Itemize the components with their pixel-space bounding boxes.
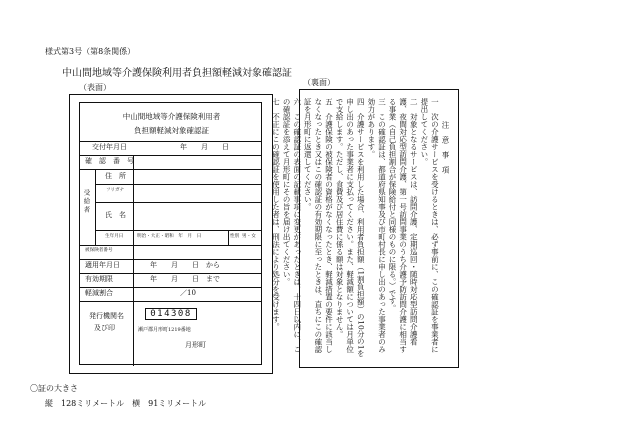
card-title-line1: 中山間地域等介護保険利用者: [122, 112, 221, 121]
note-item: 四 介護サービスを利用した場合、利用者負担額（1割負担額）の10分の1を申し出のあった事業者に支払ってください。また、軽減額については月単位で支給します。ただし、食費及び居住費に係る額は対象となりません。: [335, 98, 366, 358]
insured-number-label: 被保険者番号: [85, 248, 113, 253]
issuer-name: 月形町: [185, 341, 206, 349]
table-rule: [95, 230, 261, 231]
table-rule: [80, 245, 261, 246]
table-rule: [80, 155, 261, 156]
front-side-label: （表面）: [79, 83, 111, 92]
furigana-label: フリガナ: [106, 188, 125, 193]
table-rule: [80, 301, 261, 302]
table-rule: [133, 155, 134, 301]
apply-start-label: 適用年月日: [85, 261, 120, 269]
notes-heading: 注 意 事 項: [441, 120, 450, 173]
valid-until-label: 有効期限: [85, 275, 113, 283]
note-item: 六 この確認証の表面の記載事項に変更があったときは、十四日以内に、この確認証を添えて月形町にその旨を届け出てください。: [282, 98, 302, 353]
birth-label: 生年月日: [105, 234, 124, 239]
note-item: 二 対象となるサービスは、訪問介護、定期巡回・随時対応型訪問介護看護、夜間対応型訪問介護、第一号訪問事業のうち介護予防訪問介護に相当する事業（自己負担割合が保険給付と同様のものに限る。）です。: [388, 98, 419, 353]
issuer-label-line2: 及び印: [94, 324, 115, 332]
issuer-label-line1: 発行機関名: [89, 312, 124, 320]
size-heading: 〇証の大きさ: [30, 384, 78, 393]
table-rule: [80, 169, 261, 170]
name-label: 氏 名: [105, 211, 126, 219]
notes-column: [270, 98, 450, 360]
apply-start-value: 年 月 日 から: [150, 261, 220, 269]
table-rule: [95, 202, 261, 203]
table-rule: [133, 301, 134, 366]
note-item: 一 次の介護サービスを受けるときは、必ず事前に、この確認証を事業者に提出してください。: [419, 98, 440, 353]
note-item: 三 この確認証は、都道府県知事及び市町村長に申し出のあった事業者のみ効力があります。: [366, 98, 387, 353]
form-number: 様式第3号（第8条関係）: [45, 47, 136, 56]
issuer-address: 瀬戸郡月形町1219番地: [138, 327, 191, 333]
size-value: 縦 128ミリメートル 横 91ミリメートル: [45, 399, 207, 408]
confirm-number-label: 確 認 番 号: [85, 157, 134, 165]
table-rule: [80, 141, 261, 142]
issuer-stamp-code: 014308: [145, 308, 197, 320]
page-title: 中山間地域等介護保険利用者負担額軽減対象確認証: [62, 68, 292, 79]
table-rule: [80, 273, 261, 274]
birth-value: 明治・大正・昭和 年 月 日: [137, 234, 202, 239]
table-rule: [95, 184, 261, 185]
issue-date-value: 年 月 日: [180, 143, 229, 151]
note-item: 七 不正にこの確認証を使用した者は、刑法により処分を受けます。: [271, 98, 281, 331]
back-side-label: （裏面）: [303, 78, 335, 87]
table-rule: [80, 259, 261, 260]
recipient-label: 受給者: [82, 189, 91, 215]
front-card-table: [79, 102, 262, 365]
sex-label: 性別: [230, 234, 240, 239]
valid-until-value: 年 月 日 まで: [150, 275, 220, 283]
table-rule: [80, 287, 261, 288]
table-rule: [228, 230, 229, 245]
card-title-line2: 負担額軽減対象確認証: [134, 126, 209, 135]
address-label: 住 所: [105, 172, 126, 180]
front-card: [69, 94, 273, 374]
back-card: [271, 89, 459, 368]
note-item: 五 介護保険の被保険者の資格がなくなったとき、軽減措置の要件に該当しなくなったとき又はこの確認証の有効期限に至ったときは、直ちにこの確認証を月形町に返還してください。: [303, 98, 334, 353]
table-rule: [95, 169, 96, 245]
reduction-rate-label: 軽減割合: [85, 289, 113, 297]
issue-date-label: 交付年月日: [92, 143, 127, 151]
sex-value: 男・女: [242, 234, 256, 239]
reduction-rate-value: ／10: [180, 289, 196, 297]
